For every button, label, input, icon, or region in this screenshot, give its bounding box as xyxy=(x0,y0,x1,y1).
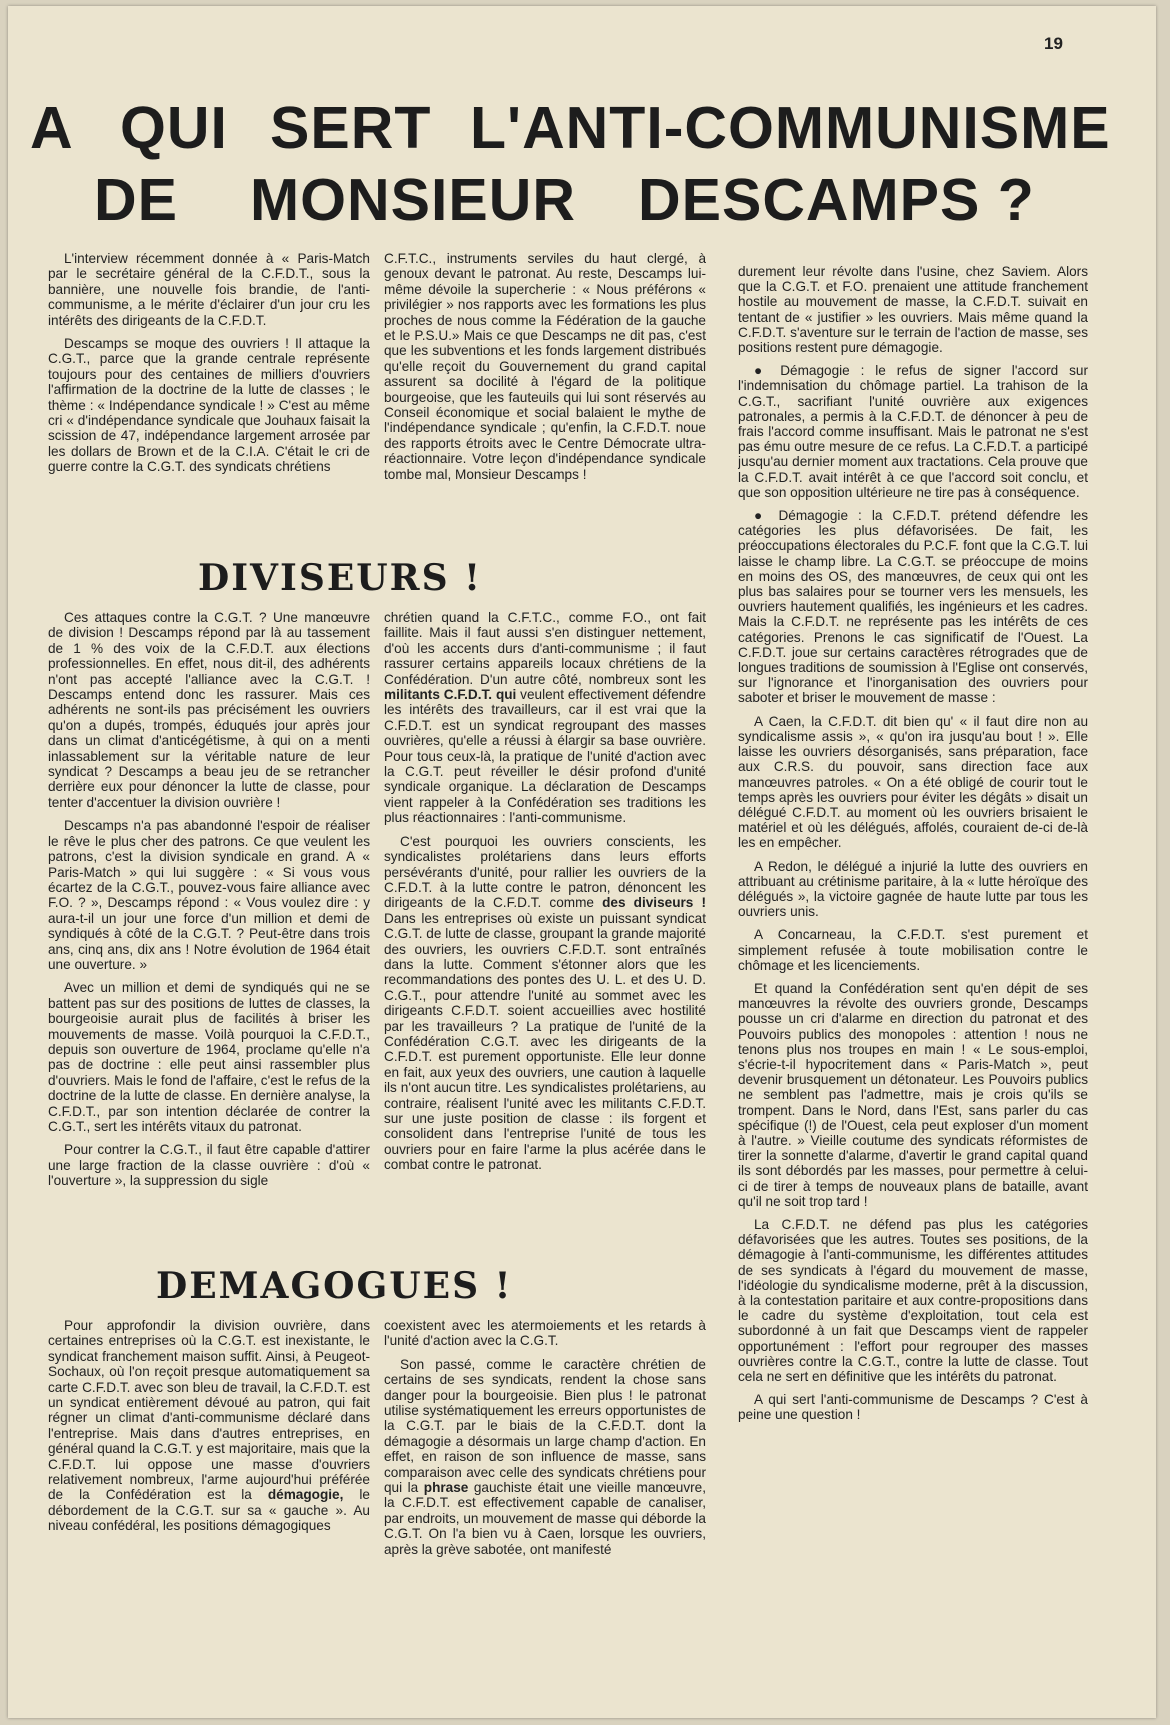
article-paragraph: Pour approfondir la division ouvrière, dans certaines entreprises où la C.G.T. est inexistante, le syndicat franchement maison suffit. Ainsi, à Peugeot-Sochaux, où l'on reçoit presque automatiquement sa carte C.F.D.T. avec son bleu de travail, la C.F.D.T. est un syndicat entièrement dévoué au patron, qui fait régner un climat d'anti-communisme déclaré dans l'entreprise. Mais dans d'autres entreprises, en général quand la C.G.T. y est majoritaire, mais que la C.F.D.T. lui oppose une masse d'ouvriers relativement nombreux, l'arme aujourd'hui préférée de la Confédération est la démagogie, le débordement de la C.G.T. sur sa « gauche ». Au niveau confédéral, les positions démagogiques xyxy=(48,1318,370,1534)
article-paragraph: L'interview récemment donnée à « Paris-Match par le secrétaire général de la C.F.D.T., sous la bannière, une nouvelle fois brandie, de l'anti-communisme, a le mérite d'éclairer d'un jour cru les intérêts des dirigeants de la C.F.D.T. xyxy=(48,251,370,328)
diviseurs-column-2 xyxy=(384,610,706,1250)
article-paragraph: Avec un million et demi de syndiqués qui ne se battent pas sur des positions de luttes de classes, la bourgeoisie aurait plus de facilités à briser les mouvements de masse. Voilà pourquoi la C.F.D.T., depuis son ouverture de 1964, proclame qu'elle n'a pas de doctrine : elle peut ainsi rassembler plus d'ouvriers. Mais le fond de l'affaire, c'est le refus de la doctrine de la lutte de classe. En dernière analyse, la C.F.D.T., par son intention déclarée de contrer la C.G.T., sert les intérêts vitaux du patronat. xyxy=(48,980,370,1134)
article-paragraph: C'est pourquoi les ouvriers conscients, les syndicalistes prolétariens dans leurs efforts persévérants d'unité, pour rallier les ouvriers de la C.F.D.T. à la lutte contre le patron, dénoncent les dirigeants de la C.F.D.T. comme des diviseurs ! Dans les entreprises où existe un puissant syndicat C.G.T. de lutte de classe, groupant la grande majorité des ouvriers, les ouvriers C.F.D.T. sont entraînés dans la lutte. Comment s'étonner alors que les recommandations des pontes des U. L. et des U. D. C.G.T., pour attendre l'unité au sommet avec les dirigeants C.F.D.T. soient accueillies avec hostilité par les travailleurs ? La pratique de l'unité de la Confédération C.G.T. avec les dirigeants de la C.F.D.T. est purement opportuniste. Elle leur donne en fait, aux yeux des ouvriers, une caution à laquelle ils n'ont aucun titre. Les syndicalistes prolétariens, au contraire, réalisent l'unité avec les militants C.F.D.T. sur une juste position de classe : ils forgent et consolident dans l'entreprise l'unité de tous les ouvriers pour en faire l'arme la plus acérée dans le combat contre le patronat. xyxy=(384,833,706,1173)
newspaper-page xyxy=(8,6,1156,1718)
article-paragraph: A Caen, la C.F.D.T. dit bien qu' « il faut dire non au syndicalisme assis », « qu'on ira jusqu'au bout ! ». Elle laisse les ouvriers désorganisés, sans préparation, face aux C.R.S. du pouvoir, sans direction face aux manœuvres patroles. « On a été obligé de courir tout le temps après les ouvriers pour éviter les dégâts » disait un délégué C.F.D.T. au moment où les ouvriers brisaient le matériel et où les délégués, affolés, couraient de-ci de-là les en empêcher. xyxy=(738,713,1088,851)
article-paragraph: A Redon, le délégué a injurié la lutte des ouvriers en attribuant au crétinisme paritaire, à la « lutte héroïque des délégués », la victoire gagnée de haute lutte par tous les ouvriers unis. xyxy=(738,858,1088,920)
article-paragraph: A Concarneau, la C.F.D.T. s'est purement et simplement refusée à toute mobilisation contre le chômage et les licenciements. xyxy=(738,927,1088,973)
article-paragraph: chrétien quand la C.F.T.C., comme F.O., ont fait faillite. Mais il faut aussi s'en distinguer nettement, d'où les accents durs d'anti-communisme ; il faut rassurer certains appareils locaux chrétiens de la Confédération. D'un autre côté, nombreux sont les militants C.F.D.T. qui veulent effectivement défendre les intérêts des travailleurs, car il est vrai que la C.F.D.T. est un syndicat regroupant des masses ouvrières, qu'elle a réussi à élargir sa base ouvrière. Pour tous ceux-là, la pratique de l'unité d'action avec la C.G.T. peut réveiller le désir profond d'unité syndicale organique. La déclaration de Descamps vient rappeler à la Confédération ses traditions les plus réactionnaires : l'anti-communisme. xyxy=(384,610,706,826)
article-paragraph: Descamps n'a pas abandonné l'espoir de réaliser le rêve le plus cher des patrons. Ce que veulent les patrons, c'est la division syndicale en grand. A « Paris-Match » qui lui suggère : « Si vous vous écartez de la C.G.T., pouvez-vous faire alliance avec F.O. ? », Descamps répond : « Vous voulez dire : y aura-t-il un jour une force d'un million et demi de syndiqués à côté de la C.G.T. ? Peut-être dans trois ans, cinq ans, dix ans ! Notre évolution de 1964 était une ouverture. » xyxy=(48,818,370,972)
headline-word: A xyxy=(30,95,74,161)
demagogues-column-2 xyxy=(384,1318,706,1648)
section-heading-diviseurs: DIVISEURS ! xyxy=(198,557,482,599)
right-column xyxy=(738,264,1088,1684)
demagogues-column-1 xyxy=(48,1318,370,1648)
headline-word: DESCAMPS ? xyxy=(638,167,1035,233)
headline-word: MONSIEUR xyxy=(250,167,576,233)
article-paragraph: coexistent avec les atermoiements et les retards à l'unité d'action avec la C.G.T. xyxy=(384,1318,706,1349)
headline-word: L'ANTI-COMMUNISME xyxy=(470,95,1111,161)
intro-column-2 xyxy=(384,251,706,551)
article-paragraph: Pour contrer la C.G.T., il faut être capable d'attirer une large fraction de la classe ouvrière : d'où « l'ouverture », la suppression du sigle xyxy=(48,1142,370,1189)
headline-word: DE xyxy=(94,167,178,233)
article-paragraph: durement leur révolte dans l'usine, chez Saviem. Alors que la C.G.T. et F.O. prenaient une attitude franchement hostile au mouvement de masse, la C.F.D.T. suivait en tentant de « justifier » les ouvriers. Mais même quand la C.F.D.T. s'aventure sur le terrain de l'action de masse, ses positions restent pure démagogie. xyxy=(738,264,1088,356)
page-number: 19 xyxy=(1044,34,1063,53)
article-paragraph: La C.F.D.T. ne défend pas plus les catégories défavorisées que les autres. Toutes ses positions, de la démagogie à l'anti-communisme, les différentes attitudes de ses syndicats à l'égard du mouvement de masse, l'idéologie du syndicalisme moderne, prêt à la discussion, à la contestation paritaire et aux contre-propositions dans le cadre du système d'exploitation, tout cela est subordonné à un fait que Descamps vient de rappeler opportunément : l'effort pour regrouper des masses ouvrières contre la C.G.T., contre la lutte de classe. Tout cela ne sert en définitive que les intérêts du patronat. xyxy=(738,1216,1088,1385)
headline-word: SERT xyxy=(270,95,432,161)
headline-word: QUI xyxy=(120,95,228,161)
article-paragraph: Descamps se moque des ouvriers ! Il attaque la C.G.T., parce que la grande centrale représente toujours pour des centaines de milliers d'ouvriers l'affirmation de la doctrine de la lutte de classes ; le thème : « Indépendance syndicale ! » C'est au même cri « d'indépendance syndicale que Jouhaux faisait la scission de 47, indépendance largement arrosée par les dollars de Brown et de la C.I.A. C'était le cri de guerre contre la C.G.T. des syndicats chrétiens xyxy=(48,336,370,475)
diviseurs-column-1 xyxy=(48,610,370,1250)
article-paragraph: Ces attaques contre la C.G.T. ? Une manœuvre de division ! Descamps répond par là au tassement de 1 % des voix de la C.F.D.T. aux élections professionnelles. En effet, nous dit-il, des adhérents n'ont pas accepté l'alliance avec la C.G.T. ! Descamps entend donc les rassurer. Mais ces adhérents ne sont-ils pas précisément les ouvriers qu'on a dupés, trompés, éduqués jour après jour dans un climat d'anticégétisme, à qui on a menti inlassablement sur la véritable nature de leur syndicat ? Descamps a beau jeu de se retrancher derrière eux pour dénoncer la lutte de classe, pour tenter d'accentuer la division ouvrière ! xyxy=(48,610,370,810)
article-paragraph: Et quand la Confédération sent qu'en dépit de ses manœuvres la révolte des ouvriers gronde, Descamps pousse un cri d'alarme en direction du patronat et des Pouvoirs publics des monopoles : attention ! nous ne tenons plus nos troupes en main ! « Le sous-emploi, s'écrie-t-il hypocritement dans « Paris-Match », peut devenir brusquement un détonateur. Les Pouvoirs publics ne semblent pas l'admettre, mais je crois qu'ils se trompent. Dans le Nord, dans l'Est, sans parler du cas spécifique (!) de l'Ouest, cela peut exploser d'un moment à l'autre. » Vieille coutume des syndicats réformistes de tirer la sonnette d'alarme, d'avertir le grand capital quand ils sont débordés par les masses, pour permettre à celui-ci de tirer à temps de nouveaux plans de bataille, avant qu'il ne soit trop tard ! xyxy=(738,980,1088,1209)
intro-column-1 xyxy=(48,251,370,551)
article-paragraph: A qui sert l'anti-communisme de Descamps ? C'est à peine une question ! xyxy=(738,1392,1088,1423)
article-paragraph: ● Démagogie : la C.F.D.T. prétend défendre les catégories les plus défavorisées. De fait, les préoccupations électorales du P.C.F. font que la C.G.T. lui laisse le champ libre. La C.G.T. se préoccupe de moins en moins des OS, des manœuvres, de ceux qui ont les plus bas salaires pour se tourner vers les mensuels, les ouvriers hautement qualifiés, les ingénieurs et les cadres. Mais la C.F.D.T. ne représente pas les intérêts de ces catégories. Prenons le cas significatif de l'Ouest. La C.F.D.T. joue sur certains caractères rétrogrades que de longues traditions de soumission à l'Eglise ont conservés, sur l'ignorance et l'inorganisation des ouvriers pour saboter et briser le mouvement de masse : xyxy=(738,508,1088,706)
section-heading-demagogues: DEMAGOGUES ! xyxy=(156,1265,513,1307)
article-paragraph: ● Démagogie : le refus de signer l'accord sur l'indemnisation du chômage partiel. La trahison de la C.G.T., sacrifiant l'unité ouvrière aux exigences patronales, a permis à la C.F.D.T. de dénoncer à peu de frais l'accord comme insuffisant. Mais le patronat ne s'est pas ému outre mesure de ce refus. La C.F.D.T. a participé jusqu'au dernier moment aux tractations. Cela prouve que la C.F.D.T. avait intérêt à ce que l'accord soit conclu, et que son opposition ultérieure ne tire pas à conséquence. xyxy=(738,363,1088,500)
article-paragraph: C.F.T.C., instruments serviles du haut clergé, à genoux devant le patronat. Au reste, Descamps lui-même dévoile la supercherie : « Nous préférons « privilégier » nos rapports avec les formations les plus proches de nous comme la Fédération de la gauche et le P.S.U.» Mais ce que Descamps ne dit pas, c'est que les subventions et les fonds largement distribués qu'elle reçoit du Gouvernement du grand capital assurent sa docilité à l'égard de la politique bourgeoise, que les fauteuils qui lui sont réservés au Conseil économique et social balaient le mythe de l'indépendance syndicale ; qu'enfin, la C.F.D.T. noue des rapports étroits avec le Centre Démocrate ultra-réactionnaire. Votre leçon d'indépendance syndicale tombe mal, Monsieur Descamps ! xyxy=(384,251,706,482)
article-paragraph: Son passé, comme le caractère chrétien de certains de ses syndicats, rendent la chose sans danger pour la bourgeoisie. Bien plus ! le patronat utilise systématiquement les erreurs opportunistes de la C.G.T. par le biais de la C.F.D.T. dont la démagogie a désormais un large champ d'action. En effet, en raison de son influence de masse, sans comparaison avec celle des syndicats chrétiens pour qui la phrase gauchiste était une vieille manœuvre, la C.F.D.T. est effectivement capable de canaliser, par endroits, un mouvement de masse qui déborde la C.G.T. On l'a bien vu à Caen, lorsque les ouvriers, après la grève sabotée, ont manifesté xyxy=(384,1356,706,1557)
